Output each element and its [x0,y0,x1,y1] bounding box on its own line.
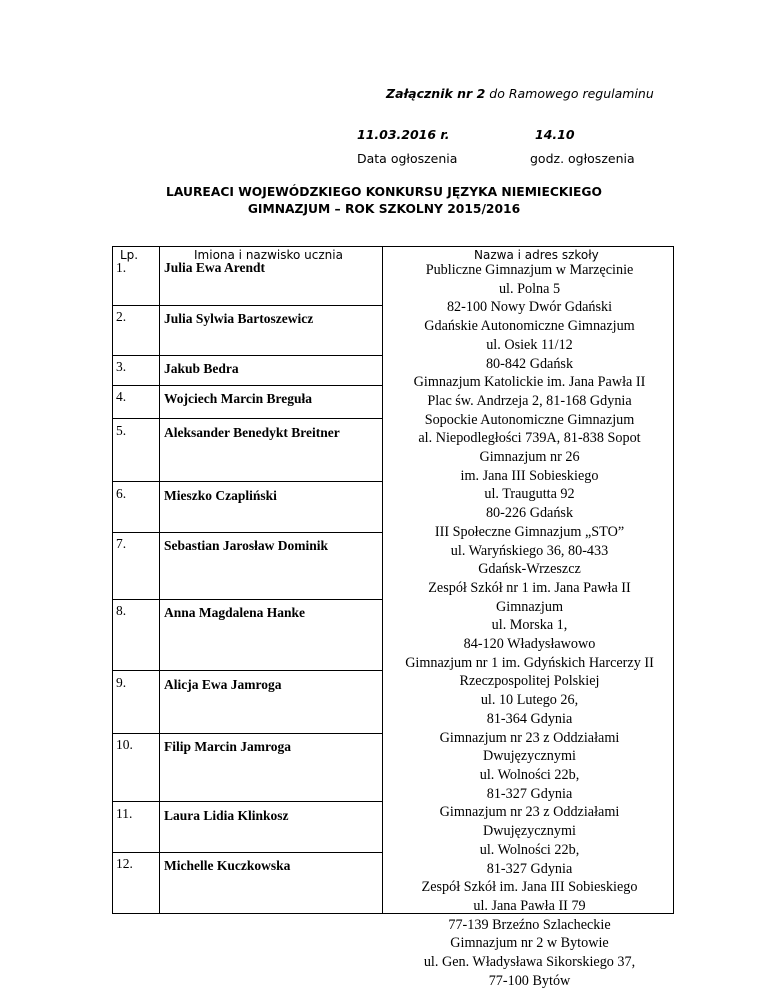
row-divider [112,532,382,533]
school-line: III Społeczne Gimnazjum „STO” [434,523,625,540]
school-line: ul. Polna 5 [498,280,561,297]
announcement-date: 11.03.2016 r. [357,127,450,142]
row-divider [112,385,382,386]
student-name: Aleksander Benedykt Breitner [164,425,340,440]
announcement-date-label: Data ogłoszenia [357,151,458,166]
row-divider [112,305,382,306]
row-number: 11. [116,806,133,821]
annex-description: do Ramowego regulaminu [489,86,654,101]
laureates-table [112,246,673,989]
annex-reference [386,86,654,101]
student-name: Wojciech Marcin Breguła [164,391,312,406]
student-name: Jakub Bedra [164,361,239,376]
school-line: im. Jana III Sobieskiego [460,467,599,484]
title-line-1: LAUREACI WOJEWÓDZKIEGO KONKURSU JĘZYKA NIEMIECKIEGO [166,185,602,199]
student-name: Laura Lidia Klinkosz [164,808,289,823]
school-line: 80-226 Gdańsk [485,505,574,522]
header-lp: Lp. [120,248,139,262]
document-title [0,184,768,218]
school-line: 77-139 Brzeźno Szlacheckie [448,916,611,933]
row-number: 9. [116,675,127,690]
school-line: Gimnazjum Katolickie im. Jana Pawła II [413,374,646,391]
row-divider [112,852,382,853]
row-number: 5. [116,423,127,438]
school-line: ul. 10 Lutego 26, [480,692,579,709]
table-column-divider [382,246,383,914]
student-name: Alicja Ewa Jamroga [164,677,282,692]
school-line: 81-327 Gdynia [486,860,573,877]
school-line: 82-100 Nowy Dwór Gdański [446,299,613,316]
row-number: 10. [116,737,133,752]
school-line: ul. Wolności 22b, [479,766,580,783]
school-line: Gdańsk-Wrzeszcz [478,561,581,578]
school-line: Plac św. Andrzeja 2, 81-168 Gdynia [427,392,632,409]
school-line: ul. Osiek 11/12 [486,336,573,353]
table-border-left [112,246,113,914]
row-number: 6. [116,486,127,501]
table-column-divider [159,246,160,914]
school-line: ul. Morska 1, [491,617,568,634]
school-line: ul. Gen. Władysława Sikorskiego 37, [423,954,636,971]
student-name: Julia Sylwia Bartoszewicz [164,311,314,326]
school-line: 81-327 Gdynia [486,785,573,802]
table-border-top [112,246,674,247]
school-line: 77-100 Bytów [488,972,571,989]
table-border-right [673,246,674,914]
row-number: 12. [116,856,133,871]
announcement-time: 14.10 [535,127,575,142]
school-line: Zespół Szkół nr 1 im. Jana Pawła II [428,579,631,596]
announcement-time-label: godz. ogłoszenia [530,151,635,166]
row-number: 4. [116,389,127,404]
row-number: 8. [116,603,127,618]
student-name: Mieszko Czapliński [164,488,277,503]
school-line: Gdańskie Autonomiczne Gimnazjum [424,318,635,335]
student-name: Sebastian Jarosław Dominik [164,538,329,553]
student-name: Anna Magdalena Hanke [164,605,306,620]
row-divider [112,599,382,600]
school-line: 81-364 Gdynia [486,710,573,727]
school-line: ul. Traugutta 92 [484,486,575,503]
school-line: ul. Waryńskiego 36, 80-433 [450,542,609,559]
annex-number: Załącznik nr 2 [386,86,486,101]
school-line: Gimnazjum nr 23 z Oddziałami [439,729,620,746]
row-number: 1. [116,260,127,275]
student-name: Michelle Kuczkowska [164,858,291,873]
row-number: 7. [116,536,127,551]
school-line: Gimnazjum nr 26 [479,449,580,466]
school-line: ul. Wolności 22b, [479,841,580,858]
row-divider [112,481,382,482]
school-line: Rzeczpospolitej Polskiej [459,673,600,690]
school-line: Gimnazjum nr 2 w Bytowie [450,935,609,952]
school-line: Gimnazjum nr 23 z Oddziałami [439,804,620,821]
school-line: Dwujęzycznymi [483,748,576,765]
school-line: al. Niepodległości 739A, 81-838 Sopot [418,430,641,447]
row-divider [112,418,382,419]
school-line: ul. Jana Pawła II 79 [473,897,586,914]
header-student-name: Imiona i nazwisko ucznia [194,248,343,262]
row-divider [112,733,382,734]
header-school: Nazwa i adres szkoły [474,248,599,262]
student-name: Julia Ewa Arendt [164,260,266,275]
row-divider [112,355,382,356]
school-line: 80-842 Gdańsk [485,355,574,372]
student-name: Filip Marcin Jamroga [164,739,291,754]
row-number: 2. [116,309,127,324]
school-line: Gimnazjum [496,598,563,615]
row-divider [112,670,382,671]
school-address-column [386,261,673,990]
school-line: Dwujęzycznymi [483,823,576,840]
school-line: Publiczne Gimnazjum w Marzęcinie [425,262,634,278]
row-divider [112,801,382,802]
school-line: 84-120 Władysławowo [463,636,596,653]
school-line: Sopockie Autonomiczne Gimnazjum [424,411,635,428]
row-number: 3. [116,359,127,374]
school-line: Gimnazjum nr 1 im. Gdyńskich Harcerzy II [405,654,654,671]
school-line: Zespół Szkół im. Jana III Sobieskiego [421,879,638,896]
title-line-2: GIMNAZJUM – ROK SZKOLNY 2015/2016 [247,202,521,216]
